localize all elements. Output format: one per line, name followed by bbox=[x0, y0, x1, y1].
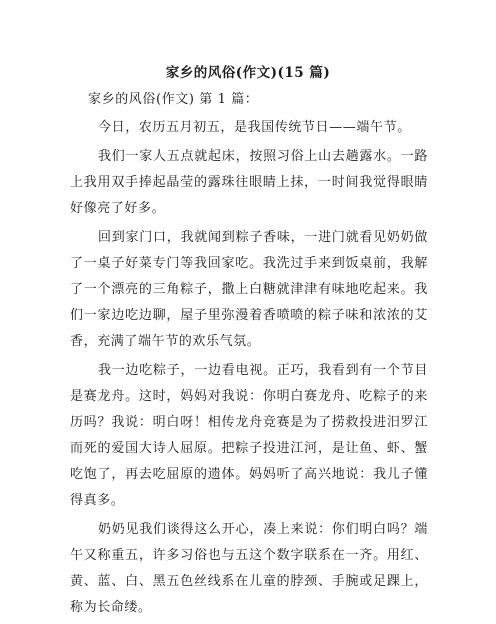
paragraph: 回到家门口，我就闻到粽子香味，一进门就看见奶奶做了一桌子好菜专门等我回家吃。我洗过手来到饭桌前，我解了一个漂亮的三角粽子，撒上白糖就津津有味地吃起来。我们一家边吃边聊，屋子里弥漫着香喷喷的粽子味和浓浓的艾香，充满了端午节的欢乐气氛。 bbox=[70, 230, 428, 349]
document-body bbox=[70, 115, 428, 624]
paragraph: 奶奶见我们谈得这么开心，凑上来说：你们明白吗？端午又称重五，许多习俗也与五这个数字联系在一齐。用红、黄、蓝、白、黑五色丝线系在儿童的脖颈、手腕或足踝上，称为长命缕。 bbox=[70, 522, 428, 615]
section-heading: 家乡的风俗(作文) 第 1 篇： bbox=[88, 92, 259, 107]
paragraph: 我们一家人五点就起床，按照习俗上山去趟露水。一路上我用双手捧起晶莹的露珠往眼睛上抹，一时间我觉得眼睛好像亮了好多。 bbox=[70, 149, 428, 216]
paragraph: 我一边吃粽子，一边看电视。正巧，我看到有一个节目是赛龙舟。这时，妈妈对我说：你明白赛龙舟、吃粽子的来历吗？我说：明白呀！相传龙舟竞赛是为了捞救投进汨罗江而死的爱国大诗人屈原。把粽子投进江河，是让鱼、虾、蟹吃饱了，再去吃屈原的遗体。妈妈听了高兴地说：我儿子懂得真多。 bbox=[70, 363, 428, 508]
document-title: 家乡的风俗(作文)(15 篇) bbox=[165, 65, 331, 81]
paragraph: 今日，农历五月初五，是我国传统节日——端午节。 bbox=[98, 120, 411, 135]
